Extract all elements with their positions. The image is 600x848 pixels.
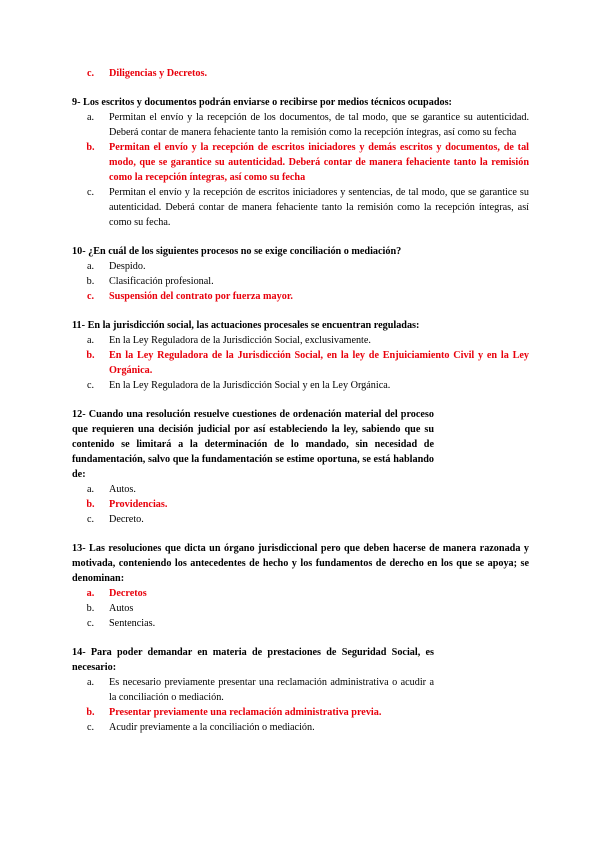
- answer-option: [72, 333, 529, 348]
- option-marker: b.: [86, 276, 95, 287]
- answer-option: [72, 675, 434, 705]
- answer-option: [72, 616, 529, 631]
- option-marker: c.: [86, 291, 95, 302]
- question-14: [72, 645, 529, 735]
- option-text: En la Ley Reguladora de la Jurisdicción Social, exclusivamente.: [109, 335, 371, 346]
- option-text: Sentencias.: [109, 618, 156, 629]
- question-title: 12- Cuando una resolución resuelve cuestiones de ordenación material del proceso que requieren una decisión judicial por así estableciendo la ley, sabiendo que su contenido se limitará a la determinación de lo mandado, sin necesidad de fundamentación, salvo que la fundamentación se estime oportuna, se está hablando de:: [72, 409, 434, 480]
- option-text: Permitan el envío y la recepción de los documentos, de tal modo, que se garantice su autenticidad. Deberá contar de manera fehaciente tanto la remisión como la recepción íntegras, así como su fecha: [109, 112, 529, 138]
- question-title: 9- Los escritos y documentos podrán enviarse o recibirse por medios técnicos ocupados:: [72, 97, 452, 108]
- question-title: 14- Para poder demandar en materia de prestaciones de Seguridad Social, es necesario:: [72, 647, 434, 673]
- option-list: [72, 259, 529, 304]
- answer-option: [72, 110, 529, 140]
- answer-option: [72, 512, 529, 527]
- answer-option-correct: [72, 66, 529, 81]
- option-text: En la Ley Reguladora de la Jurisdicción Social y en la Ley Orgánica.: [109, 380, 391, 391]
- answer-option: [72, 601, 529, 616]
- option-marker: c.: [86, 618, 95, 629]
- answer-option-correct: [72, 348, 529, 378]
- question-12: [72, 407, 529, 527]
- question-10: [72, 244, 529, 304]
- question-9: [72, 95, 529, 230]
- question-title: 11- En la jurisdicción social, las actuaciones procesales se encuentran reguladas:: [72, 320, 420, 331]
- option-list: [72, 482, 529, 527]
- option-text: En la Ley Reguladora de la Jurisdicción Social, en la ley de Enjuiciamiento Civil y en la Ley Orgánica.: [109, 350, 529, 376]
- answer-option: [72, 482, 529, 497]
- option-text: Permitan el envío y la recepción de escritos iniciadores y demás escritos y documentos, de tal modo, que se garantice su autenticidad. Deberá contar de manera fehaciente tanto la remisión como la recepción íntegras, así como su fecha: [109, 142, 529, 183]
- option-text: Suspensión del contrato por fuerza mayor.: [109, 291, 293, 302]
- option-marker: b.: [86, 350, 95, 361]
- answer-option-correct: [72, 586, 529, 601]
- option-list: [72, 110, 529, 230]
- answer-option: [72, 378, 529, 393]
- question-title: 10- ¿En cuál de los siguientes procesos no se exige conciliación o mediación?: [72, 246, 402, 257]
- option-marker: c.: [86, 68, 95, 79]
- option-text: Permitan el envío y la recepción de escritos iniciadores y sentencias, de tal modo, que se garantice su autenticidad. Deberá contar de manera fehaciente tanto la remisión como la recepción íntegras, así como su fecha.: [109, 187, 529, 228]
- answer-option: [72, 185, 529, 230]
- answer-option-correct: [72, 140, 529, 185]
- option-marker: a.: [86, 112, 95, 123]
- option-marker: c.: [86, 380, 95, 391]
- option-marker: b.: [86, 142, 95, 153]
- option-marker: a.: [86, 677, 95, 688]
- option-marker: c.: [86, 514, 95, 525]
- option-text: Decretos: [109, 588, 147, 599]
- option-marker: b.: [86, 603, 95, 614]
- top-item: [72, 66, 529, 81]
- answer-option-correct: [72, 289, 529, 304]
- answer-option-correct: [72, 497, 529, 512]
- document-page: [72, 66, 529, 749]
- question-13: [72, 541, 529, 631]
- option-text: Presentar previamente una reclamación administrativa previa.: [109, 707, 382, 718]
- option-text: Es necesario previamente presentar una reclamación administrativa o acudir a la conciliación o mediación.: [109, 677, 434, 703]
- answer-option: [72, 720, 529, 735]
- option-text: Autos: [109, 603, 134, 614]
- option-marker: b.: [86, 707, 95, 718]
- option-text: Despido.: [109, 261, 146, 272]
- option-marker: c.: [86, 187, 95, 198]
- question-title: 13- Las resoluciones que dicta un órgano jurisdiccional pero que deben hacerse de manera razonada y motivada, conteniendo los antecedentes de hecho y los fundamentos de derecho en los que se apoya; se denominan:: [72, 543, 529, 584]
- option-list: [72, 586, 529, 631]
- option-marker: a.: [86, 261, 95, 272]
- answer-option-correct: [72, 705, 529, 720]
- option-marker: b.: [86, 499, 95, 510]
- answer-option: [72, 259, 529, 274]
- option-list: [72, 333, 529, 393]
- question-11: [72, 318, 529, 393]
- option-text: Decreto.: [109, 514, 144, 525]
- option-text: Diligencias y Decretos.: [109, 68, 207, 79]
- option-marker: c.: [86, 722, 95, 733]
- option-text: Autos.: [109, 484, 136, 495]
- option-list: [72, 675, 529, 735]
- option-marker: a.: [86, 335, 95, 346]
- option-text: Acudir previamente a la conciliación o mediación.: [109, 722, 315, 733]
- answer-option: [72, 274, 529, 289]
- option-marker: a.: [86, 484, 95, 495]
- option-text: Providencias.: [109, 499, 168, 510]
- option-marker: a.: [86, 588, 95, 599]
- option-text: Clasificación profesional.: [109, 276, 214, 287]
